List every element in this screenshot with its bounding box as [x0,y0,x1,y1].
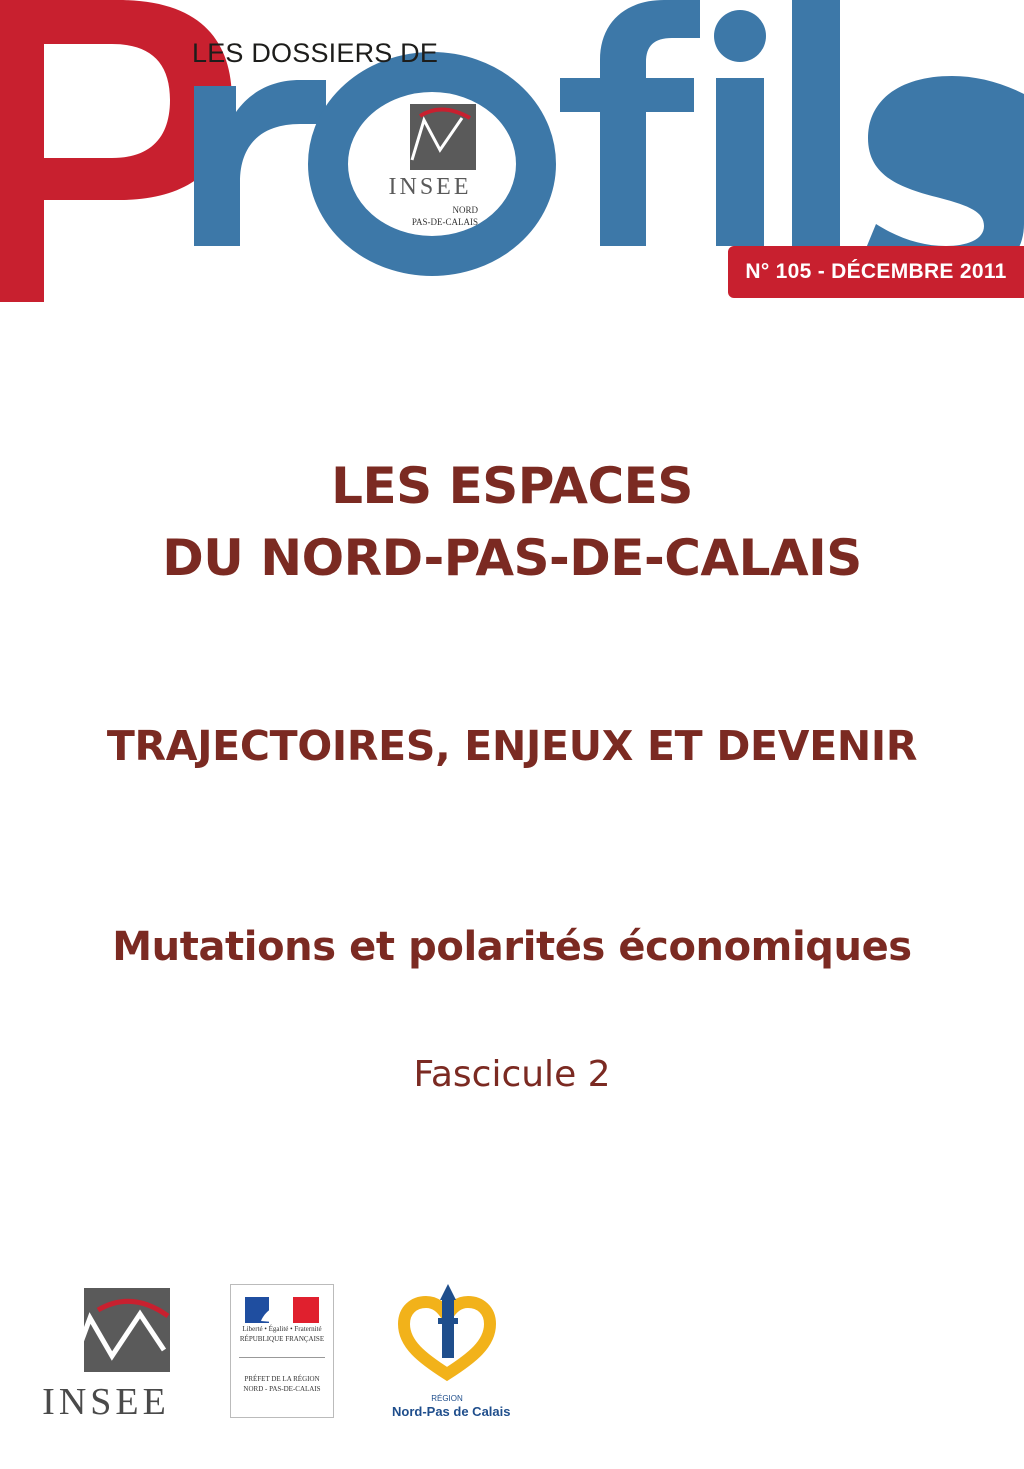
main-title-line-2: DU NORD-PAS-DE-CALAIS [162,529,862,587]
insee-masthead-icon [410,104,476,170]
prefet-line-2: NORD - PAS-DE-CALAIS [243,1385,321,1393]
prefet-logo [230,1284,334,1418]
prefet-line-1: PRÉFET DE LA RÉGION [244,1375,320,1383]
insee-sub-line-2: PAS-DE-CALAIS [411,217,478,227]
masthead [0,0,1024,310]
insee-logo-text: INSEE [42,1381,170,1423]
insee-logo-icon [40,1284,172,1380]
region-small-label: RÉGION [431,1394,463,1403]
masthead-insee-text: INSEE [388,174,472,200]
belfry-heart-icon [392,1282,502,1392]
topic-title: Mutations et polarités économiques [112,924,912,970]
prefet-country: RÉPUBLIQUE FRANÇAISE [239,1335,325,1343]
issue-badge [728,246,1024,298]
main-title-line-1: LES ESPACES [331,457,693,515]
prefet-motto: Liberté • Égalité • Fraternité [242,1325,322,1333]
main-title [0,450,1024,594]
region-logo [392,1282,511,1422]
insee-logo [40,1284,172,1424]
subtitle: TRAJECTOIRES, ENJEUX ET DEVENIR [106,722,918,770]
issue-text: N° 105 - DÉCEMBRE 2011 [745,260,1007,283]
masthead-insee-region [400,204,478,228]
insee-sub-line-1: NORD [452,205,478,215]
prefet-divider [239,1357,325,1358]
region-name: Nord-Pas de Calais [392,1404,511,1419]
series-label: LES DOSSIERS DE [192,38,439,68]
fascicle-label: Fascicule 2 [413,1054,611,1095]
